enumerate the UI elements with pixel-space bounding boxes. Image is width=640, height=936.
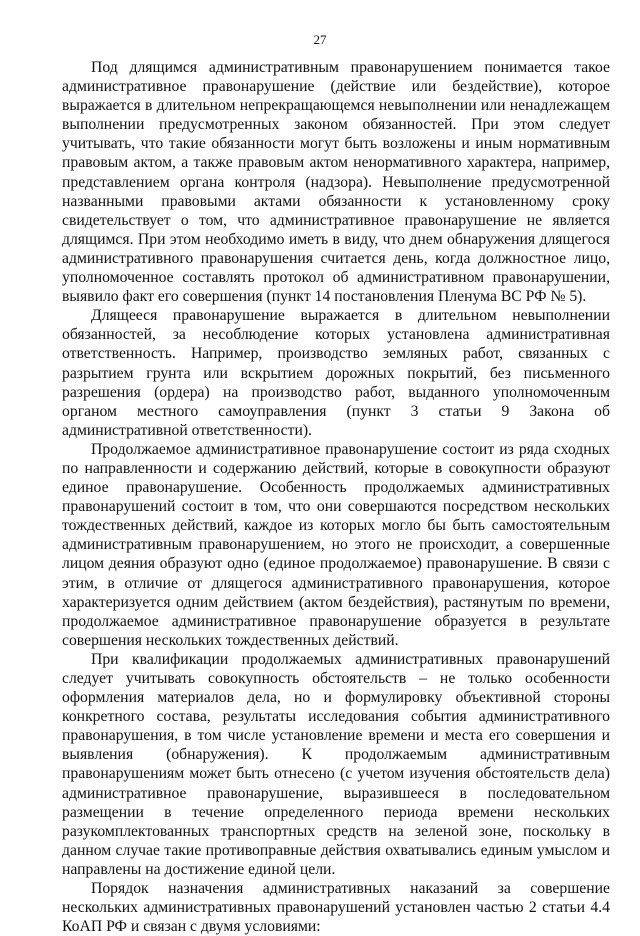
document-body bbox=[62, 58, 610, 936]
paragraph-continued-offense-definition: Продолжаемое административное правонарушение состоит из ряда сходных по направленности и содержанию действий, которые в совокупности образуют единое правонарушение. Особенность продолжаемых административных правонарушений состоит в том, что они совершаются посредством нескольких тождественных действий, каждое из которых могло бы быть самостоятельным административным правонарушением, но этого не происходит, а совершенные лицом деяния образуют одно (единое продолжаемое) правонарушение. В связи с этим, в отличие от длящегося административного правонарушения, которое характеризуется одним действием (актом бездействия), растянутым по времени, продолжаемое административное правонарушение образуется в результате совершения нескольких тождественных действий. bbox=[62, 440, 610, 649]
paragraph-continuing-offense-example: Длящееся правонарушение выражается в длительном невыполнении обязанностей, за несоблюдение которых установлена административная ответственность. Например, производство земляных работ, связанных с разрытием грунта или вскрытием дорожных покрытий, без письменного разрешения (ордера) на производство работ, выданного уполномоченным органом местного самоуправления (пункт 3 статьи 9 Закона об административной ответственности). bbox=[62, 307, 610, 439]
paragraph-continuing-offense-definition: Под длящимся административным правонарушением понимается такое административное правонарушение (действие или бездействие), которое выражается в длительном непрекращающемся невыполнении или ненадлежащем выполнении предусмотренных законом обязанностей. При этом следует учитывать, что такие обязанности могут быть возложены и иным нормативным правовым актом, а также правовым актом ненормативного характера, например, представлением органа контроля (надзора). Невыполнение предусмотренной названными правовыми актами обязанности к установленному сроку свидетельствует о том, что административное правонарушение не является длящимся. При этом необходимо иметь в виду, что днем обнаружения длящегося административного правонарушения считается день, когда должностное лицо, уполномоченное составлять протокол об административном правонарушении, выявило факт его совершения (пункт 14 постановления Пленума ВС РФ № 5). bbox=[62, 59, 610, 306]
paragraph-continued-offense-qualification: При квалификации продолжаемых административных правонарушений следует учитывать совокупность обстоятельств – не только особенности оформления материалов дела, но и формулировку объективной стороны конкретного состава, результаты исследования события административного правонарушения, в том числе установление времени и места его совершения и выявления (обнаружения). К продолжаемым административным правонарушениям может быть отнесено (с учетом изучения обстоятельств дела) административное правонарушение, выразившееся в последовательном размещении в течение определенного периода времени нескольких разукомплектованных транспортных средств на зеленой зоне, поскольку в данном случае такие противоправные действия охватывались единым умыслом и направлены на достижение единой цели. bbox=[62, 650, 610, 878]
paragraph-penalty-procedure: Порядок назначения административных наказаний за совершение нескольких административных правонарушений установлен частью 2 статьи 4.4 КоАП РФ и связан с двумя условиями: bbox=[62, 880, 610, 936]
page-number: 27 bbox=[313, 32, 327, 47]
